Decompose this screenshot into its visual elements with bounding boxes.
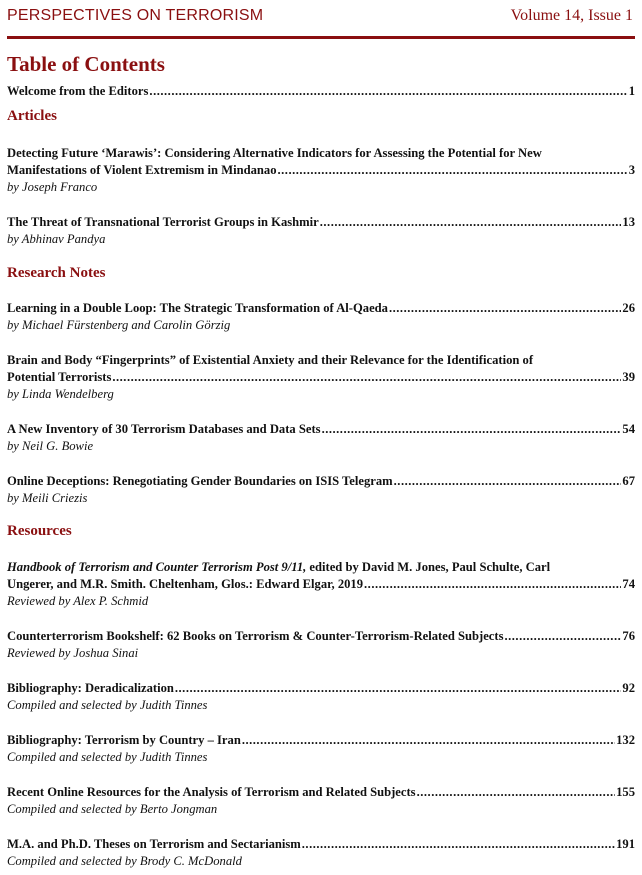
entry-author: Compiled and selected by Berto Jongman: [7, 802, 218, 816]
page-number: 1: [628, 84, 635, 98]
journal-name: PERSPECTIVES ON TERRORISM: [7, 7, 264, 24]
entry-author: Compiled and selected by Judith Tinnes: [7, 698, 208, 712]
page-number: 155: [616, 785, 635, 799]
entry-title: Bibliography: Deradicalization: [7, 681, 174, 695]
entry-title-line2: Ungerer, and M.R. Smith. Cheltenham, Glos.: Edward Elgar, 2019: [7, 577, 364, 591]
page-number: 74: [622, 577, 635, 591]
dot-leader: [364, 576, 621, 593]
entry-title: Counterterrorism Bookshelf: 62 Books on Terrorism & Counter-Terrorism-Related Subjects: [7, 629, 504, 643]
section-heading-resources: Resources: [7, 523, 72, 539]
entry-title-line1: Detecting Future ‘Marawis’: Considering Alternative Indicators for Assessing the Potential for New: [7, 146, 542, 160]
entry-author: by Joseph Franco: [7, 180, 98, 194]
dot-leader: [320, 214, 622, 231]
document-page: [7, 0, 635, 870]
dot-leader: [322, 421, 622, 438]
dot-leader: [302, 836, 615, 853]
page-number: 92: [622, 681, 635, 695]
toc-title: Table of Contents: [7, 52, 165, 76]
dot-leader: [278, 162, 628, 179]
entry-author: by Neil G. Bowie: [7, 439, 94, 453]
toc-entry[interactable]: [7, 680, 635, 714]
entry-author: Compiled and selected by Judith Tinnes: [7, 750, 208, 764]
volume-issue: Volume 14, Issue 1: [510, 7, 633, 24]
entry-author: Compiled and selected by Brody C. McDonald: [7, 854, 242, 868]
entry-title-line2: Manifestations of Violent Extremism in Mindanao: [7, 163, 277, 177]
toc-entry[interactable]: [7, 836, 635, 870]
entry-title: Online Deceptions: Renegotiating Gender Boundaries on ISIS Telegram: [7, 474, 393, 488]
toc-entry[interactable]: [7, 784, 635, 818]
toc-entry[interactable]: [7, 559, 635, 610]
toc-entry[interactable]: [7, 473, 635, 507]
toc-entry[interactable]: [7, 732, 635, 766]
dot-leader: [389, 300, 621, 317]
page-number: 39: [622, 370, 635, 384]
page-number: 54: [622, 422, 635, 436]
entry-author: by Michael Fürstenberg and Carolin Görzig: [7, 318, 231, 332]
dot-leader: [504, 628, 621, 645]
page-header: [7, 0, 635, 39]
dot-leader: [175, 680, 622, 697]
entry-title: Recent Online Resources for the Analysis of Terrorism and Related Subjects: [7, 785, 416, 799]
entry-title: Learning in a Double Loop: The Strategic Transformation of Al-Qaeda: [7, 301, 388, 315]
entry-title-rest: edited by David M. Jones, Paul Schulte, Carl: [306, 560, 551, 574]
book-title: Handbook of Terrorism and Counter Terrorism Post 9/11,: [7, 560, 307, 574]
section-heading-articles: Articles: [7, 108, 57, 124]
page-number: 132: [616, 733, 635, 747]
toc-entry[interactable]: [7, 145, 635, 196]
page-number: 191: [616, 837, 635, 851]
entry-title: The Threat of Transnational Terrorist Groups in Kashmir: [7, 215, 319, 229]
page-number: 13: [622, 215, 635, 229]
entry-title: A New Inventory of 30 Terrorism Databases and Data Sets: [7, 422, 321, 436]
entry-title: Bibliography: Terrorism by Country – Iran: [7, 733, 241, 747]
page-number: 3: [628, 163, 635, 177]
entry-author: by Meili Criezis: [7, 491, 88, 505]
entry-author: Reviewed by Alex P. Schmid: [7, 594, 149, 608]
toc-entry-welcome[interactable]: [7, 83, 635, 100]
toc-entry[interactable]: [7, 421, 635, 455]
page-number: 76: [622, 629, 635, 643]
dot-leader: [112, 369, 621, 386]
entry-author: by Abhinav Pandya: [7, 232, 106, 246]
entry-title-line1: [7, 559, 635, 576]
dot-leader: [417, 784, 616, 801]
toc-entry[interactable]: [7, 300, 635, 334]
section-heading-research-notes: Research Notes: [7, 265, 106, 281]
dot-leader: [149, 83, 627, 100]
entry-author: Reviewed by Joshua Sinai: [7, 646, 139, 660]
entry-title-line1: Brain and Body “Fingerprints” of Existential Anxiety and their Relevance for the Identification of: [7, 353, 534, 367]
entry-title: M.A. and Ph.D. Theses on Terrorism and Sectarianism: [7, 837, 301, 851]
page-number: 26: [622, 301, 635, 315]
dot-leader: [242, 732, 615, 749]
page-number: 67: [622, 474, 635, 488]
entry-title: Welcome from the Editors: [7, 84, 149, 98]
toc-entry[interactable]: [7, 352, 635, 403]
entry-title-line2: Potential Terrorists: [7, 370, 112, 384]
dot-leader: [394, 473, 622, 490]
toc-entry[interactable]: [7, 214, 635, 248]
entry-author: by Linda Wendelberg: [7, 387, 114, 401]
toc-entry[interactable]: [7, 628, 635, 662]
